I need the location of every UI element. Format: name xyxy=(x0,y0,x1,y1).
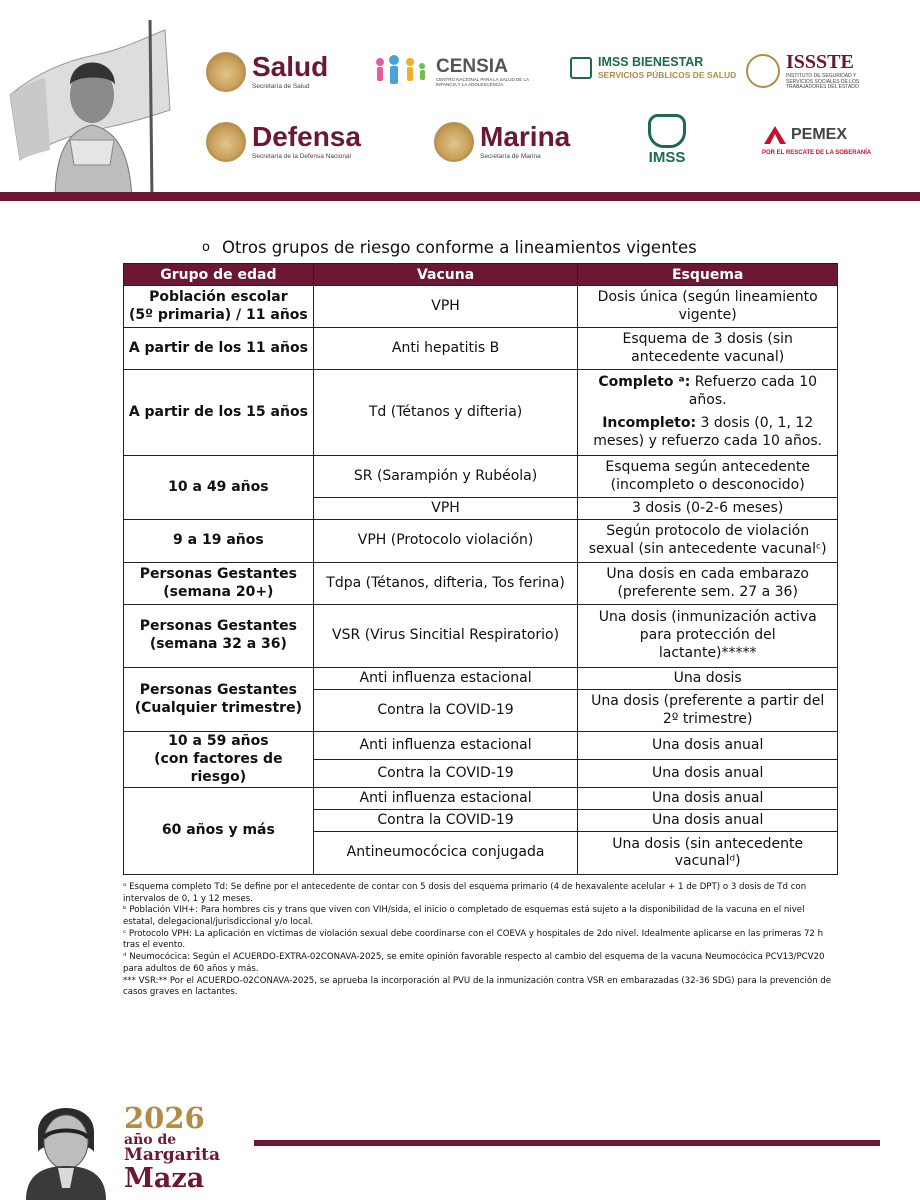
footnote: ᶜ Protocolo VPH: La aplicación en víctimas de violación sexual debe coordinarse con el COEVA y hospitales de 2do nivel. Idealmente aplicarse en las primeras 72 h tras el evento. xyxy=(123,928,824,951)
scheme-cell: Una dosis anual xyxy=(578,760,838,788)
table-row xyxy=(124,328,838,370)
scheme-cell: Según protocolo de violación sexual (sin antecedente vacunalᶜ) xyxy=(578,520,838,563)
year-line-4: Maza xyxy=(124,1162,205,1194)
imss-bienestar-logo xyxy=(570,56,736,80)
pemex-logo xyxy=(762,124,871,157)
censia-subtitle: CENTRO NACIONAL PARA LA SALUD DE LA INFANCIA Y LA ADOLESCENCIA xyxy=(436,76,529,87)
table-row xyxy=(124,788,838,810)
vaccine-cell: VPH xyxy=(313,498,578,520)
age-cell: Población escolar (5º primaria) / 11 años xyxy=(124,286,314,328)
header-vaccine: Vacuna xyxy=(313,264,578,286)
margarita-maza-portrait xyxy=(20,1092,112,1200)
table-row xyxy=(124,563,838,605)
marina-name: Marina xyxy=(480,121,571,153)
defensa-subtitle: Secretaría de la Defensa Nacional xyxy=(252,153,352,161)
issste-name: ISSSTE xyxy=(786,51,854,73)
age-cell: 60 años y más xyxy=(124,788,314,875)
scheme-cell: Una dosis (inmunización activa para protección del lactante)***** xyxy=(578,605,838,668)
imss-logo xyxy=(648,114,686,165)
vaccine-cell: Tdpa (Tétanos, difteria, Tos ferina) xyxy=(313,563,578,605)
vaccine-cell: Contra la COVID-19 xyxy=(313,760,578,788)
section-heading xyxy=(202,238,697,257)
age-cell: Personas Gestantes (Cualquier trimestre) xyxy=(124,668,314,732)
bullet-marker: o xyxy=(202,240,210,255)
age-cell: Personas Gestantes (semana 20+) xyxy=(124,563,314,605)
censia-name: CENSIA xyxy=(436,55,508,77)
censia-logo xyxy=(370,54,541,90)
pemex-name: PEMEX xyxy=(791,126,848,143)
imss-name: IMSS xyxy=(648,149,686,166)
age-cell: A partir de los 11 años xyxy=(124,328,314,370)
header-age-group: Grupo de edad xyxy=(124,264,314,286)
vaccine-cell: Anti hepatitis B xyxy=(313,328,578,370)
children-figures-icon xyxy=(370,54,430,90)
footnote: ᵃ Esquema completo Td: Se define por el antecedente de contar con 5 dosis del esquema primario (4 de hexavalente acelular + 1 de DPT) o 3 dosis de Td con intervalos de 0, 1 y 12 meses. xyxy=(123,882,807,904)
scheme-cell: Dosis única (según lineamiento vigente) xyxy=(578,286,838,328)
table-row xyxy=(124,520,838,563)
mexico-seal-icon xyxy=(206,122,246,162)
year-line-3: Margarita xyxy=(124,1145,220,1165)
mexico-seal-icon xyxy=(206,52,246,92)
salud-logo xyxy=(206,52,328,92)
vaccine-cell: Anti influenza estacional xyxy=(313,788,578,810)
marina-subtitle: Secretaría de Marina xyxy=(480,153,541,161)
table-row xyxy=(124,370,838,456)
age-cell: Personas Gestantes (semana 32 a 36) xyxy=(124,605,314,668)
defensa-name: Defensa xyxy=(252,121,361,153)
vaccine-cell: Contra la COVID-19 xyxy=(313,810,578,832)
year-number: 2026 xyxy=(124,1101,205,1135)
imss-bienestar-name: IMSS BIENESTAR xyxy=(598,55,704,69)
age-cell: 10 a 49 años xyxy=(124,456,314,520)
pemex-subtitle: POR EL RESCATE DE LA SOBERANÍA xyxy=(762,150,872,156)
marina-logo xyxy=(434,122,570,162)
footnotes xyxy=(123,882,838,999)
header-scheme: Esquema xyxy=(578,264,838,286)
vaccine-cell: VSR (Virus Sincitial Respiratorio) xyxy=(313,605,578,668)
pemex-eagle-icon xyxy=(762,124,788,146)
age-cell: 9 a 19 años xyxy=(124,520,314,563)
footnote: *** VSR:** Por el ACUERDO-02CONAVA-2025, se aprueba la incorporación al PVU de la inmunización contra VSR en embarazadas (32-36 SDG) para la prevención de casos graves en lactantes. xyxy=(123,975,832,998)
table-row xyxy=(124,456,838,498)
scheme-cell: 3 dosis (0-2-6 meses) xyxy=(578,498,838,520)
scheme-cell: Una dosis anual xyxy=(578,810,838,832)
vaccine-cell: VPH (Protocolo violación) xyxy=(313,520,578,563)
mexico-seal-icon xyxy=(434,122,474,162)
table-row xyxy=(124,732,838,760)
vaccine-cell: Contra la COVID-19 xyxy=(313,690,578,732)
table-header-row xyxy=(124,264,838,286)
footnote: ᵈ Neumocócica: Según el ACUERDO-EXTRA-02CONAVA-2025, se emite opinión favorable respecto al cambio del esquema de la vacuna Neumocócica PCV13/PCV20 para adultos de 60 años y más. xyxy=(123,952,825,974)
vaccine-cell: Td (Tétanos y difteria) xyxy=(313,370,578,456)
imss-bienestar-icon xyxy=(570,57,592,79)
vaccine-cell: VPH xyxy=(313,286,578,328)
scheme-cell: Una dosis anual xyxy=(578,788,838,810)
scheme-cell: Una dosis anual xyxy=(578,732,838,760)
scheme-cell: Completo ᵃ: Refuerzo cada 10 años. Incompleto: 3 dosis (0, 1, 12 meses) y refuerzo cada 10 años. xyxy=(578,370,838,456)
imss-eagle-icon xyxy=(648,114,686,148)
scheme-cell: Una dosis (preferente a partir del 2º trimestre) xyxy=(578,690,838,732)
vaccine-cell: Anti influenza estacional xyxy=(313,668,578,690)
section-title: Otros grupos de riesgo conforme a lineamientos vigentes xyxy=(221,238,697,257)
issste-icon xyxy=(746,54,780,88)
vaccine-cell: SR (Sarampión y Rubéola) xyxy=(313,456,578,498)
scheme-cell: Una dosis (sin antecedente vacunalᵈ) xyxy=(578,832,838,875)
footnote: ᵇ Población VIH+: Para hombres cis y trans que viven con VIH/sida, el inicio o completado de esquemas está sujeto a la disponibilidad de la vacuna en el nivel estatal, delegacional/jurisdiccional y/o local. xyxy=(123,905,805,928)
vaccine-cell: Anti influenza estacional xyxy=(313,732,578,760)
vaccine-cell: Antineumocócica conjugada xyxy=(313,832,578,875)
salud-name: Salud xyxy=(252,51,329,83)
table-row xyxy=(124,605,838,668)
header-illustration xyxy=(0,0,200,200)
scheme-cell: Una dosis xyxy=(578,668,838,690)
footer-band xyxy=(254,1140,880,1146)
defensa-logo xyxy=(206,122,361,162)
commemorative-year-text xyxy=(124,1101,220,1194)
vaccination-table xyxy=(123,263,838,875)
year-line-2: año de xyxy=(124,1132,177,1148)
salud-subtitle: Secretaría de Salud xyxy=(252,83,310,91)
age-cell: A partir de los 15 años xyxy=(124,370,314,456)
scheme-cell: Esquema según antecedente (incompleto o desconocido) xyxy=(578,456,838,498)
scheme-cell: Una dosis en cada embarazo (preferente sem. 27 a 36) xyxy=(578,563,838,605)
scheme-cell: Esquema de 3 dosis (sin antecedente vacunal) xyxy=(578,328,838,370)
header-band xyxy=(0,192,920,201)
issste-logo xyxy=(746,52,876,91)
issste-subtitle: INSTITUTO DE SEGURIDAD Y SERVICIOS SOCIALES DE LOS TRABAJADORES DEL ESTADO xyxy=(786,73,860,90)
table-row xyxy=(124,286,838,328)
age-cell: 10 a 59 años (con factores de riesgo) xyxy=(124,732,314,788)
table-row xyxy=(124,668,838,690)
imss-bienestar-subtitle: SERVICIOS PÚBLICOS DE SALUD xyxy=(598,69,737,80)
